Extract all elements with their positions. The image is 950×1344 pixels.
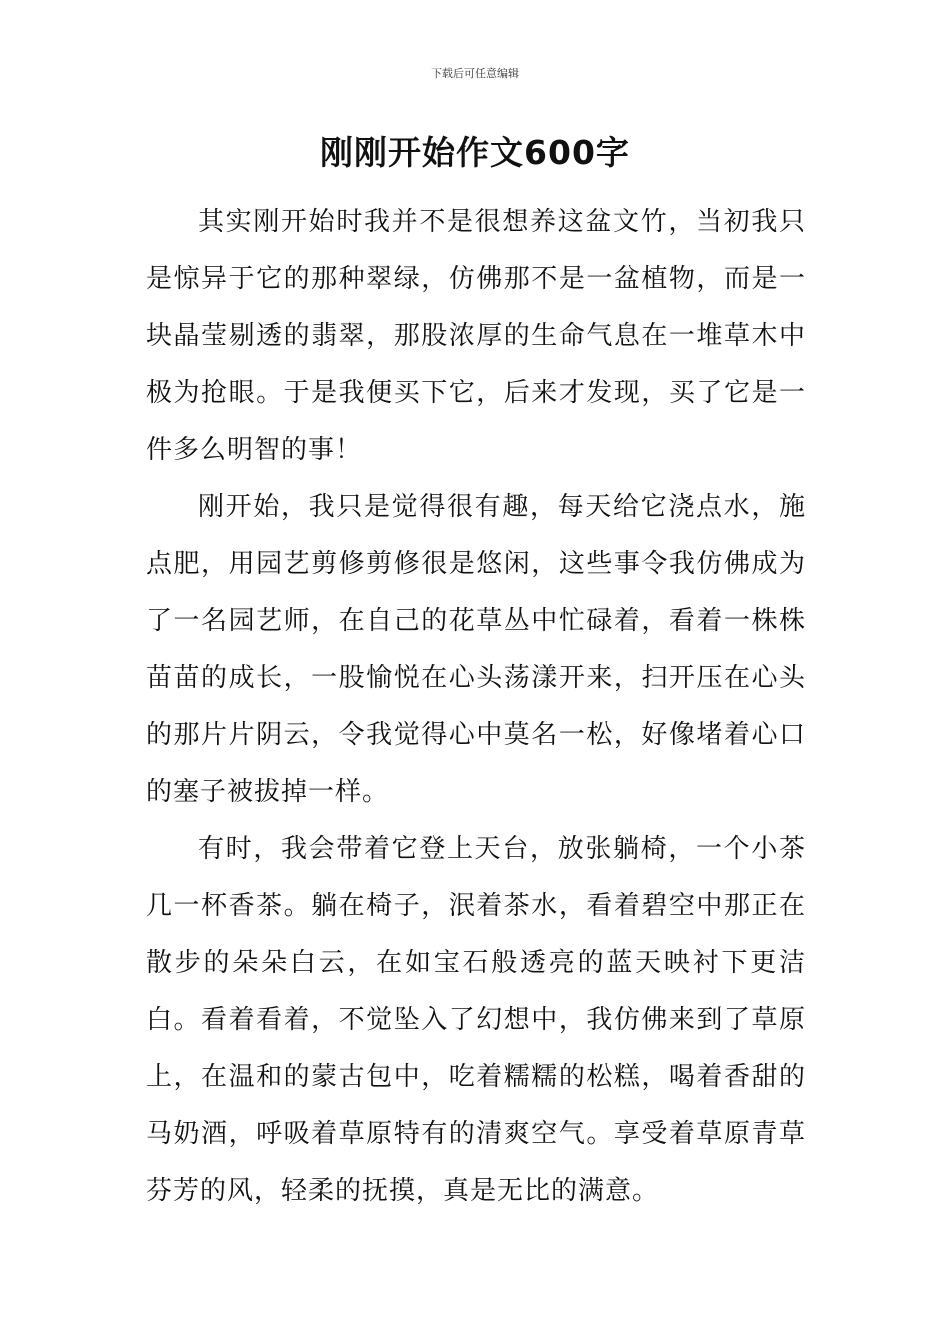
page-title: 刚刚开始作文600字	[320, 133, 630, 172]
article-body	[146, 194, 806, 1220]
paragraph-1: 其实刚开始时我并不是很想养这盆文竹，当初我只是惊异于它的那种翠绿，仿佛那不是一盆植物，而是一块晶莹剔透的翡翠，那股浓厚的生命气息在一堆草木中极为抢眼。于是我便买下它，后来才发现，买了它是一件多么明智的事！	[146, 207, 806, 465]
paragraph-3: 有时，我会带着它登上天台，放张躺椅，一个小茶几一杯香茶。躺在椅子，泯着茶水，看着碧空中那正在散步的朵朵白云，在如宝石般透亮的蓝天映衬下更洁白。看着看着，不觉坠入了幻想中，我仿佛来到了草原上，在温和的蒙古包中，吃着糯糯的松糕，喝着香甜的马奶酒，呼吸着草原特有的清爽空气。享受着草原青草芬芳的风，轻柔的抚摸，真是无比的满意。	[146, 834, 806, 1206]
header-note: 下载后可任意编辑	[431, 67, 519, 80]
paragraph-2: 刚开始，我只是觉得很有趣，每天给它浇点水，施点肥，用园艺剪修剪修很是悠闲，这些事令我仿佛成为了一名园艺师，在自己的花草丛中忙碌着，看着一株株苗苗的成长，一股愉悦在心头荡漾开来，扫开压在心头的那片片阴云，令我觉得心中莫名一松，好像堵着心口的塞子被拔掉一样。	[146, 492, 806, 807]
